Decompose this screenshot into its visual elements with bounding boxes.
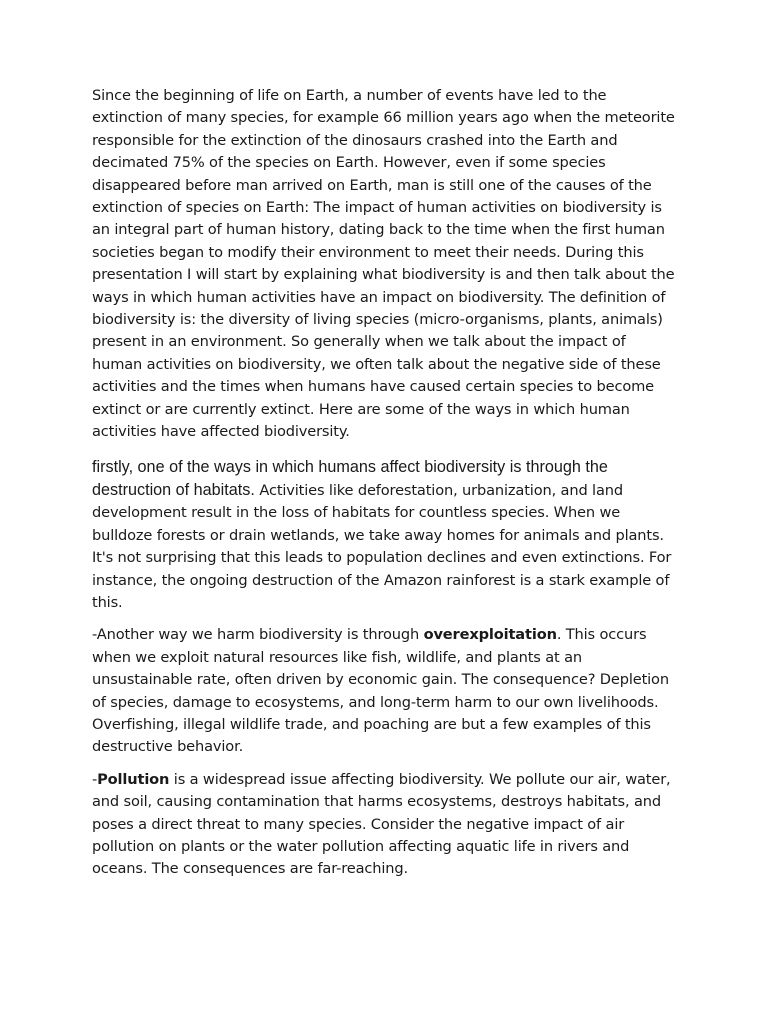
pollution-text: is a widespread issue affecting biodiversity. We pollute our air, water, and soil, causing contamination that harms ecosystems, destroys habitats, and poses a direct threat to many species. Consider the negative impact of air pollution on plants or the water pollution affecting aquatic life in rivers and oceans. The consequences are far-reaching.	[92, 770, 671, 878]
paragraph-pollution	[92, 769, 680, 881]
habitat-destruction-text: Activities like deforestation, urbanization, and land development result in the loss of habitats for countless species. When we bulldoze forests or drain wetlands, we take away homes for animals and plants. It's not surprising that this leads to population declines and even extinctions. For instance, the ongoing destruction of the Amazon rainforest is a stark example of this.	[92, 481, 672, 611]
pollution-term: Pollution	[97, 770, 170, 788]
overexploitation-text: . This occurs when we exploit natural resources like fish, wildlife, and plants at an unsustainable rate, often driven by economic gain. The consequence? Depletion of species, damage to ecosystems, and long-term harm to our own livelihoods. Overfishing, illegal wildlife trade, and poaching are but a few examples of this destructive behavior.	[92, 626, 669, 756]
paragraph-overexploitation	[92, 624, 680, 758]
paragraph-intro: Since the beginning of life on Earth, a number of events have led to the extinction of many species, for example 66 million years ago when the meteorite responsible for the extinction of the dinosaurs crashed into the Earth and decimated 75% of the species on Earth. However, even if some species disappeared before man arrived on Earth, man is still one of the causes of the extinction of species on Earth: The impact of human activities on biodiversity is an integral part of human history, dating back to the time when the first human societies began to modify their environment to meet their needs. During this presentation I will start by explaining what biodiversity is and then talk about the ways in which human activities have an impact on biodiversity. The definition of biodiversity is: the diversity of living species (micro-organisms, plants, animals) present in an environment. So generally when we talk about the impact of human activities on biodiversity, we often talk about the negative side of these activities and the times when humans have caused certain species to become extinct or are currently extinct. Here are some of the ways in which human activities have affected biodiversity.	[92, 87, 675, 441]
paragraph-habitat-destruction	[92, 456, 680, 615]
document-body	[92, 85, 680, 881]
habitat-destruction-lead: firstly, one of the ways in which humans affect biodiversity is through the destruction of habitats.	[92, 457, 608, 499]
pollution-dash: -	[92, 770, 98, 788]
overexploitation-term: overexploitation	[423, 626, 557, 644]
overexploitation-intro: -Another way we harm biodiversity is through	[92, 626, 424, 644]
